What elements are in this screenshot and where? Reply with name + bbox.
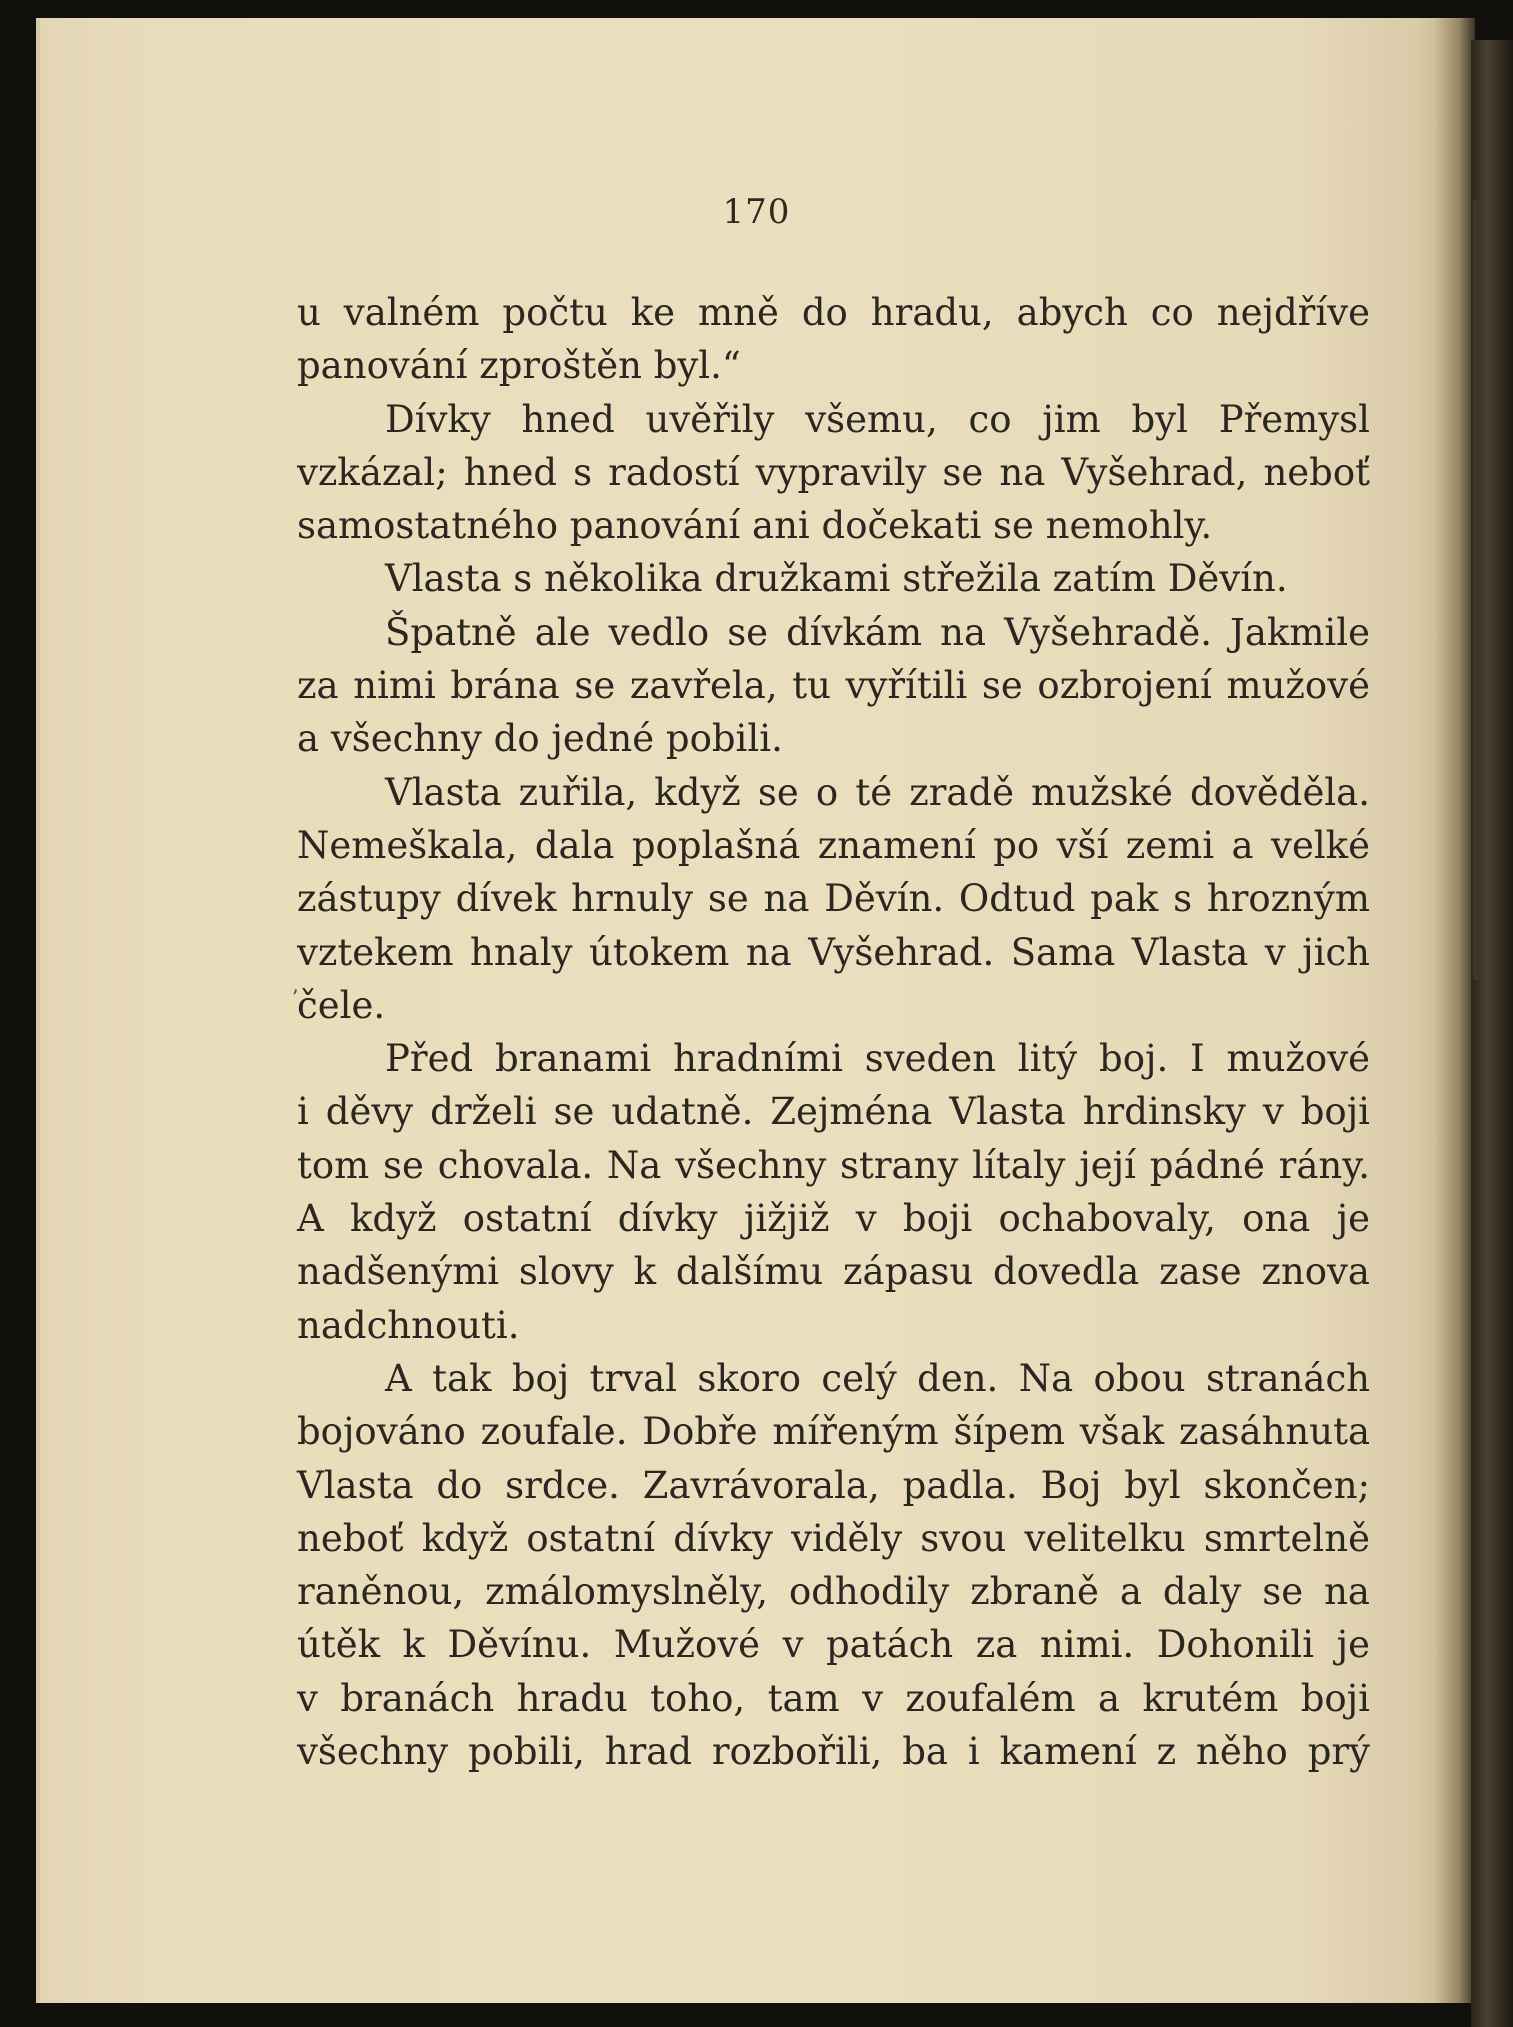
page-number: 170 [722,192,791,232]
text-line: nadšenými slovy k dalšímu zápasu dovedla zase znova [297,1250,1370,1294]
text-line: A když ostatní dívky jižjiž v boji ochabovaly, ona je [297,1197,1370,1241]
text-line: a všechny do jedné pobili. [297,717,783,761]
text-line: Vlasta do srdce. Zavrávorala, padla. Boj byl skončen; [297,1463,1370,1507]
text-line: za nimi brána se zavřela, tu vyřítili se ozbrojení mužové [297,664,1370,708]
text-line: útěk k Děvínu. Mužové v patách za nimi. Dohonili je [297,1623,1370,1667]
text-line: u valném počtu ke mně do hradu, abych co nejdříve [297,291,1370,334]
text-line: bojováno zoufale. Dobře mířeným šípem však zasáhnuta [297,1410,1370,1454]
text-line: všechny pobili, hrad rozbořili, ba i kamení z něho prý [297,1730,1370,1774]
text-line: vztekem hnaly útokem na Vyšehrad. Sama Vlasta v jich [297,930,1370,974]
text-line: tom se chovala. Na všechny strany lítaly její pádné rány. [297,1143,1370,1187]
text-line: Vlasta zuřila, když se o té zradě mužské dověděla. [385,770,1370,814]
text-line: Vlasta s několika družkami střežila zatím Děvín. [385,557,1288,601]
text-line: Před branami hradními sveden litý boj. I mužové [385,1037,1370,1081]
text-line: Špatně ale vedlo se dívkám na Vyšehradě. Jakmile [385,610,1370,654]
text-line: nadchnouti. [297,1303,520,1347]
text-line: panování zproštěn byl.“ [297,344,741,388]
body-text [297,286,1370,1778]
text-line: v branách hradu toho, tam v zoufalém a krutém boji [297,1676,1370,1720]
text-line: zástupy dívek hrnuly se na Děvín. Odtud pak s hrozným [297,877,1370,921]
text-line: i děvy drželi se udatně. Zejména Vlasta hrdinsky v boji [297,1090,1370,1134]
text-line: samostatného panování ani dočekati se nemohly. [297,504,1213,548]
spine-detail [1473,200,1481,980]
text-line: čele. [297,983,386,1027]
text-line: neboť když ostatní dívky viděly svou velitelku smrtelně [297,1516,1370,1560]
page-edge-shadow [1435,18,1475,2003]
text-line: Nemeškala, dala poplašná znamení po vší zemi a velké [297,823,1370,867]
text-line: raněnou, zmálomyslněly, odhodily zbraně a daly se na [297,1570,1370,1614]
text-line: Dívky hned uvěřily všemu, co jim byl Přemysl [385,397,1370,441]
margin-mark: ’ [292,985,299,1009]
text-line: vzkázal; hned s radostí vypravily se na Vyšehrad, neboť [297,450,1370,494]
text-line: A tak boj trval skoro celý den. Na obou stranách [385,1356,1370,1400]
